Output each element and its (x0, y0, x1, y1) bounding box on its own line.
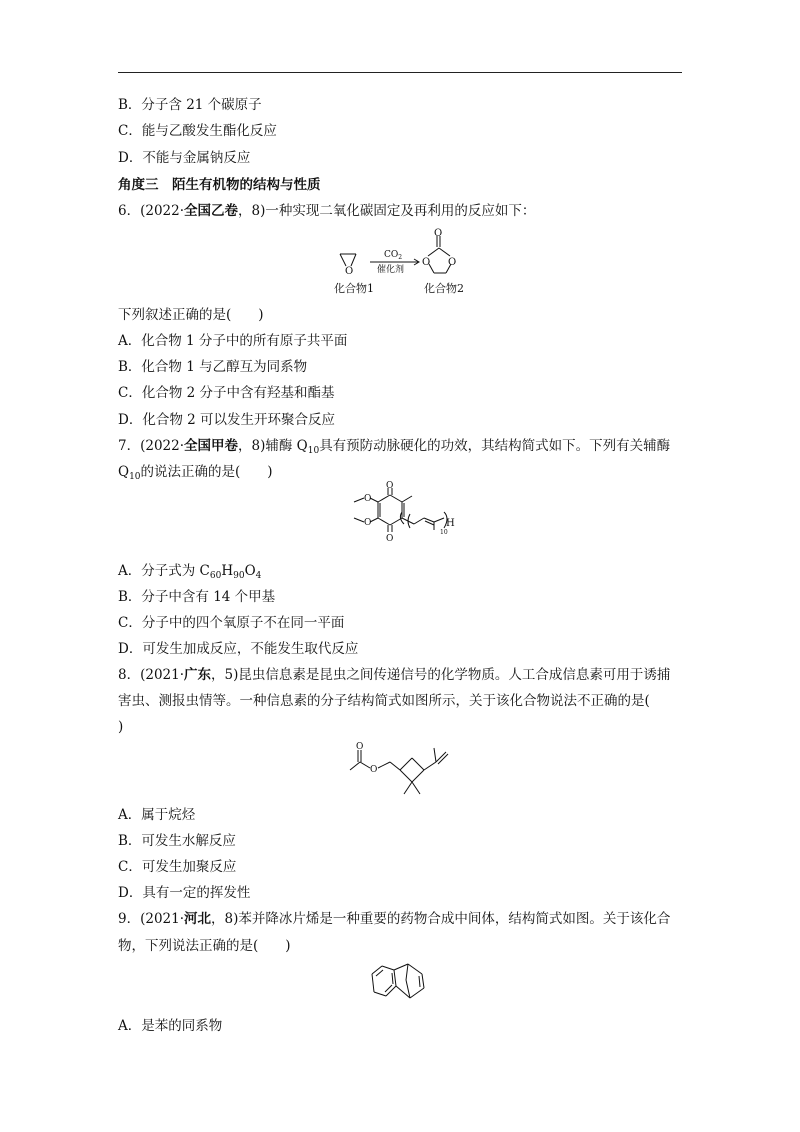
q7-subscript: 10 (307, 446, 320, 456)
q6-reaction-scheme (330, 226, 480, 298)
question-9-stem-line2: 物，下列说法正确的是( ) (118, 938, 291, 954)
reagent-catalyst: 催化剂 (377, 265, 405, 275)
q8-option-a: A．属于烷烃 (118, 807, 196, 823)
q7-q-subscript: 10 (129, 472, 141, 482)
norbornene-bridge (394, 964, 424, 998)
carbonyl-oxygen: O (434, 228, 443, 239)
q7-coenzyme-q10-structure (340, 481, 465, 554)
q7-num: 7．(2022· (118, 438, 185, 454)
q6-reaction-svg (330, 226, 480, 298)
q6-option-b: B．化合物 1 与乙醇互为同系物 (118, 359, 308, 375)
q6-src-name: 全国乙卷 (184, 203, 239, 219)
q7-sub-c: 60 (209, 571, 222, 581)
question-6-stem (118, 202, 535, 220)
isoprenoid-tail (400, 512, 447, 530)
q8-option-d: D．具有一定的挥发性 (118, 885, 251, 901)
q9-structure-svg (364, 958, 436, 1008)
option-d-top: D．不能与金属钠反应 (118, 150, 251, 166)
q8-pheromone-structure (346, 738, 476, 802)
quinone-ring (354, 488, 412, 532)
option-b-top: B．分子含 21 个碳原子 (118, 97, 262, 113)
q7-option-a (118, 562, 261, 585)
q7-option-b: B．分子中含有 14 个甲基 (118, 589, 276, 605)
question-7-stem-line2 (118, 463, 273, 486)
q9-num: 9．(2021· (118, 911, 185, 927)
q8-option-b: B．可发生水解反应 (118, 833, 236, 849)
q7-option-c: C．分子中的四个氧原子不在同一平面 (118, 615, 345, 631)
ester-oxygen: O (370, 765, 378, 775)
q7-question: 的说法正确的是( ) (140, 464, 273, 480)
q6-rest: ，8)一种实现二氧化碳固定及再利用的反应如下： (238, 203, 536, 219)
q7-src-name: 全国甲卷 (184, 438, 239, 454)
q7-text-a: ，8)辅酶 Q (238, 438, 308, 454)
reagent-co2: $CO_2$ (384, 250, 403, 261)
q8-structure-svg (346, 738, 476, 802)
q6-option-d: D．化合物 2 可以发生开环聚合反应 (118, 412, 335, 428)
methoxy-oxygen-bottom: O (364, 518, 372, 528)
methoxy-oxygen-top: O (364, 494, 372, 504)
compound-1-epoxide (340, 254, 356, 266)
q6-num: 6．( (118, 203, 146, 219)
question-8-stem-line1 (118, 666, 670, 684)
header-rule (118, 72, 682, 73)
q6-prompt: 下列叙述正确的是( ) (118, 307, 264, 323)
q7-structure-svg (340, 481, 465, 554)
cyclobutane-ring (400, 748, 448, 794)
q8-text: ，5)昆虫信息素是昆虫之间传递信号的化学物质。人工合成信息素可用于诱捕 (211, 667, 671, 683)
section-title: 角度三 陌生有机物的结构与性质 (118, 177, 321, 193)
ring-oxygen-right: O (448, 257, 457, 268)
question-9-stem-line1 (118, 910, 670, 928)
compound-1-oxygen: O (345, 266, 354, 277)
ring-oxygen-left: O (422, 257, 431, 268)
label-compound-1: 化合物1 (334, 282, 374, 295)
label-compound-2: 化合物2 (424, 282, 464, 295)
quinone-oxygen-bottom: O (386, 534, 394, 544)
q7-h: H (221, 563, 234, 579)
q8-src-name: 广东 (184, 667, 212, 683)
q8-option-c: C．可发生加聚反应 (118, 859, 237, 875)
q7-text-b: 具有预防动脉硬化的功效，其结构简式如下。下列有关辅酶 (319, 438, 671, 454)
q9-src-name: 河北 (184, 911, 212, 927)
q9-text: ，8)苯并降冰片烯是一种重要的药物合成中间体，结构简式如图。关于该化合 (211, 911, 671, 927)
q7-o: O (244, 563, 256, 579)
question-8-stem-line2: 害虫、测报虫情等。一种信息素的分子结构简式如图所示，关于该化合物说法不正确的是( (118, 693, 650, 709)
q6-option-c: C．化合物 2 分子中含有羟基和酯基 (118, 385, 335, 401)
question-8-stem-line3: ) (118, 719, 124, 735)
q7-sub-h: 90 (233, 571, 245, 581)
q9-option-a: A．是苯的同系物 (118, 1018, 223, 1034)
quinone-oxygen-top: O (386, 481, 394, 491)
carbonyl-oxygen: O (356, 742, 364, 752)
q9-benzonorbornene-structure (364, 958, 436, 1008)
q7-sub-o: 4 (255, 571, 262, 581)
q7-q-letter: Q (118, 464, 130, 480)
question-7-stem-line1 (118, 437, 670, 460)
q8-num: 8．(2021· (118, 667, 185, 683)
q7-opt-a-prefix: A．分子式为 C (118, 563, 210, 579)
terminal-hydrogen: H (446, 518, 455, 529)
q6-option-a: A．化合物 1 分子中的所有原子共平面 (118, 333, 348, 349)
q7-option-d: D．可发生加成反应，不能发生取代反应 (118, 641, 359, 657)
option-c-top: C．能与乙酸发生酯化反应 (118, 123, 277, 139)
repeat-count: 10 (440, 529, 448, 536)
benzene-ring (372, 966, 396, 996)
q6-src: 2022· (145, 203, 185, 219)
